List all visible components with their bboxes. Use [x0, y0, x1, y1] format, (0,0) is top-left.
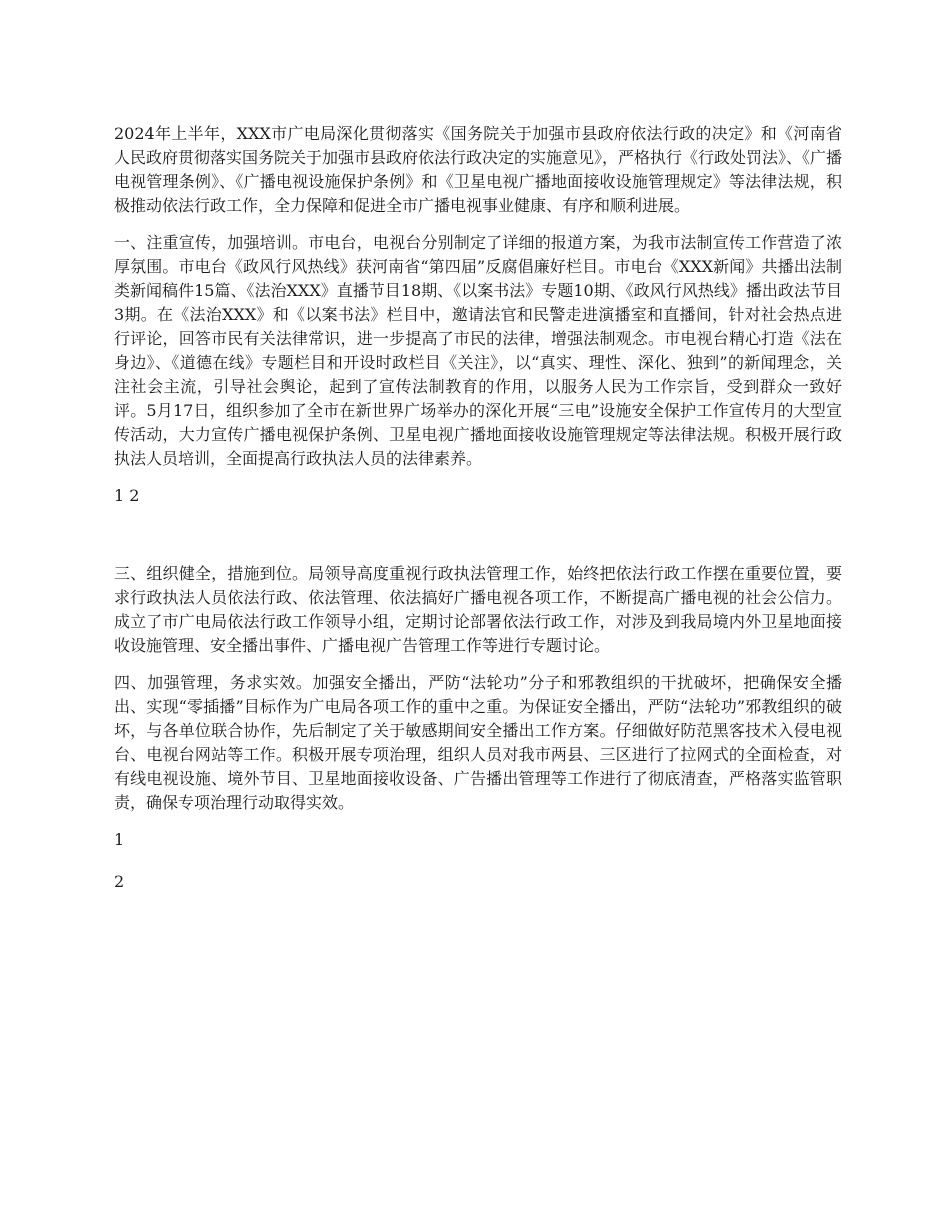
trailing-number-2: 2 [114, 872, 125, 891]
document-page [114, 122, 842, 912]
trailing-number-1: 1 [114, 830, 125, 849]
paragraph-section-three: 三、组织健全，措施到位。局领导高度重视行政执法管理工作，始终把依法行政工作摆在重要位置，要求行政执法人员依法行政、依法管理、依法搞好广播电视各项工作，不断提高广播电视的社会公信力。成立了市广电局依法行政工作领导小组，定期讨论部署依法行政工作，对涉及到我局境内外卫星地面接收设施管理、安全播出事件、广播电视广告管理工作等进行专题讨论。 [114, 564, 842, 655]
number-row: 1 2 [114, 486, 140, 505]
paragraph-section-one: 一、注重宣传，加强培训。市电台，电视台分别制定了详细的报道方案，为我市法制宣传工作营造了浓厚氛围。市电台《政风行风热线》获河南省“第四届”反腐倡廉好栏目。市电台《XXX新闻》共播出法制类新闻稿件15篇、《法治XXX》直播节目18期、《以案书法》专题10期、《政风行风热线》播出政法节目3期。在《法治XXX》和《以案书法》栏目中，邀请法官和民警走进演播室和直播间，针对社会热点进行评论，回答市民有关法律常识，进一步提高了市民的法律，增强法制观念。市电视台精心打造《法在身边》、《道德在线》专题栏目和开设时政栏目《关注》，以“真实、理性、深化、独到”的新闻理念，关注社会主流，引导社会舆论，起到了宣传法制教育的作用，以服务人民为工作宗旨，受到群众一致好评。5月17日，组织参加了全市在新世界广场举办的深化开展“三电”设施安全保护工作宣传月的大型宣传活动，大力宣传广播电视保护条例、卫星电视广播地面接收设施管理规定等法律法规。积极开展行政执法人员培训，全面提高行政执法人员的法律素养。 [114, 233, 842, 468]
paragraph-section-four: 四、加强管理，务求实效。加强安全播出，严防“法轮功”分子和邪教组织的干扰破坏，把确保安全播出、实现“零插播”目标作为广电局各项工作的重中之重。为保证安全播出，严防“法轮功”邪教组织的破坏，与各单位联合协作，先后制定了关于敏感期间安全播出工作方案。仔细做好防范黑客技术入侵电视台、电视台网站等工作。积极开展专项治理，组织人员对我市两县、三区进行了拉网式的全面检查，对有线电视设施、境外节目、卫星地面接收设备、广告播出管理等工作进行了彻底清查，严格落实监管职责，确保专项治理行动取得实效。 [114, 673, 842, 812]
paragraph-intro: 2024年上半年，XXX市广电局深化贯彻落实《国务院关于加强市县政府依法行政的决定》和《河南省人民政府贯彻落实国务院关于加强市县政府依法行政决定的实施意见》，严格执行《行政处罚法》、《广播电视管理条例》、《广播电视设施保护条例》和《卫星电视广播地面接收设施管理规定》等法律法规，积极推动依法行政工作，全力保障和促进全市广播电视事业健康、有序和顺利进展。 [114, 124, 843, 215]
spacer [114, 508, 842, 562]
